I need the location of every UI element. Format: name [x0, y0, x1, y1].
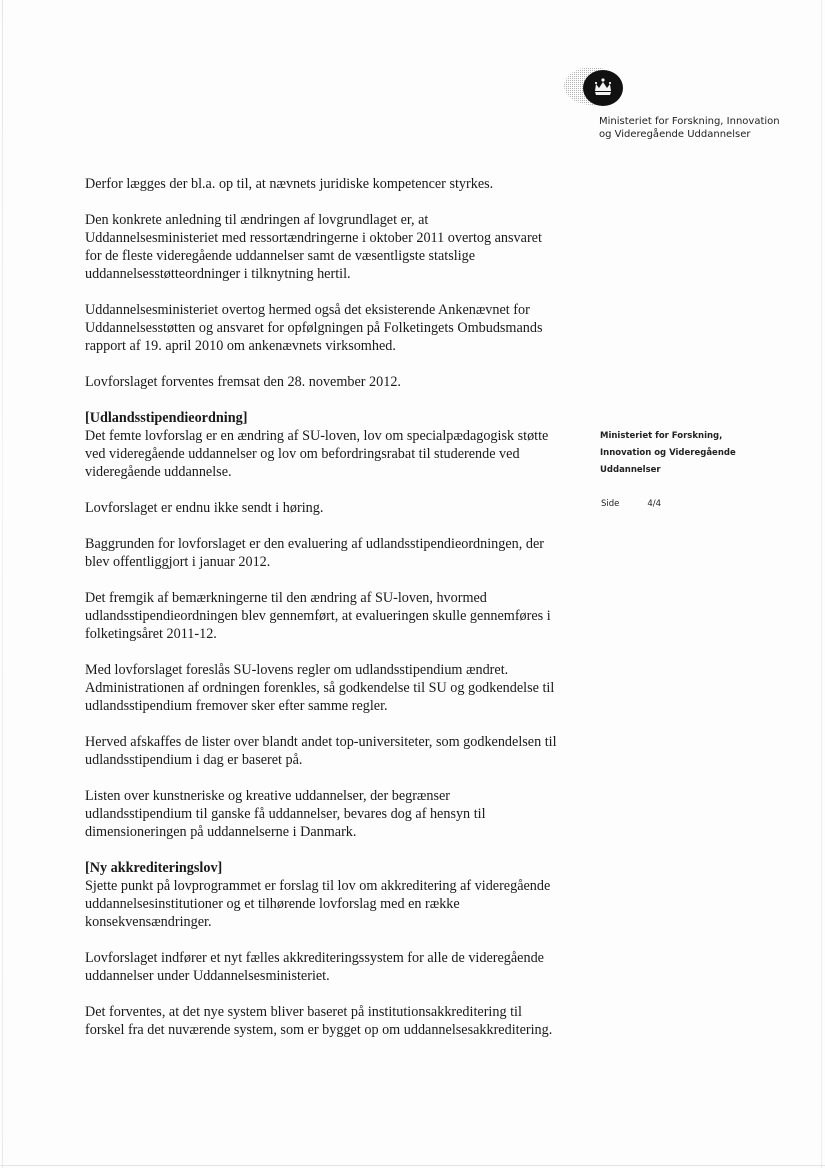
page-label: Side [601, 499, 620, 509]
text-line: konsekvensændringer. [85, 914, 212, 930]
page-number: 4/4 [647, 499, 662, 509]
text-line: folketingsåret 2011-12. [85, 626, 217, 642]
sidebar-ministry-line-3: Uddannelser [600, 465, 661, 475]
text-line: Listen over kunstneriske og kreative uddannelser, der begrænser [85, 788, 451, 804]
section-ny-akkrediteringslov [85, 859, 585, 931]
section-udlandsstipendieordning [85, 409, 585, 481]
text-line: Derfor lægges der bl.a. op til, at nævnets juridiske kompetencer styrkes. [85, 176, 494, 192]
paragraph-1 [85, 175, 585, 193]
text-line: udlandsstipendium fremover sker efter samme regler. [85, 698, 388, 714]
text-line: Lovforslaget er endnu ikke sendt i høring. [85, 500, 324, 516]
paragraph-8 [85, 589, 585, 643]
text-line: blev offentliggjort i januar 2012. [85, 554, 271, 570]
paragraph-7 [85, 535, 585, 571]
text-line: Den konkrete anledning til ændringen af lovgrundlaget er, at [85, 212, 429, 228]
text-line: Uddannelsesministeriet overtog hermed også det eksisterende Ankenævnet for [85, 302, 530, 318]
text-line: udlandsstipendium i dag er baseret på. [85, 752, 303, 768]
text-line: uddannelsesinstitutioner og et tilhørende lovforslag med en række [85, 896, 460, 912]
paragraph-4 [85, 373, 585, 391]
paragraph-9 [85, 661, 585, 715]
text-line: dimensioneringen på uddannelserne i Danmark. [85, 824, 357, 840]
text-line: Det fremgik af bemærkningerne til den ændring af SU-loven, hvormed [85, 590, 487, 606]
text-line: ved videregående uddannelser og lov om befordringsrabat til studerende ved [85, 446, 520, 462]
header-ministry-name [599, 115, 780, 141]
paragraph-13 [85, 949, 585, 985]
paragraph-2 [85, 211, 585, 283]
text-line: Uddannelsesstøtten og ansvaret for opfølgningen på Folketingets Ombudsmands [85, 320, 543, 336]
text-line: for de fleste videregående uddannelser samt de væsentligste statslige [85, 248, 476, 264]
scan-edge-bottom [0, 1165, 825, 1166]
text-line: udlandsstipendieordningen blev gennemført, at evalueringen skulle gennemføres i [85, 608, 551, 624]
text-line: Det femte lovforslag er en ændring af SU-loven, lov om specialpædagogisk støtte [85, 428, 549, 444]
text-line: videregående uddannelse. [85, 464, 232, 480]
text-line: Det forventes, at det nye system bliver baseret på institutionsakkreditering til [85, 1004, 522, 1020]
text-line: Administrationen af ordningen forenkles, så godkendelse til SU og godkendelse til [85, 680, 555, 696]
header-ministry-line-2: og Videregående Uddannelser [599, 129, 751, 140]
paragraph-11 [85, 787, 585, 841]
scan-edge-right [821, 0, 822, 1168]
text-line: Lovforslaget indfører et nyt fælles akkrediteringssystem for alle de videregående [85, 950, 544, 966]
document-body [85, 175, 585, 1057]
sidebar-ministry-line-2: Innovation og Videregående [600, 448, 736, 458]
header-ministry-line-1: Ministeriet for Forskning, Innovation [599, 116, 780, 127]
paragraph-6 [85, 499, 585, 517]
scan-edge-left [2, 0, 3, 1168]
paragraph-10 [85, 733, 585, 769]
text-line: Uddannelsesministeriet med ressortændringerne i oktober 2011 overtog ansvaret [85, 230, 542, 246]
text-line: Herved afskaffes de lister over blandt andet top-universiteter, som godkendelsen til [85, 734, 557, 750]
text-line: Sjette punkt på lovprogrammet er forslag til lov om akkreditering af videregående [85, 878, 551, 894]
text-line: Baggrunden for lovforslaget er den evaluering af udlandsstipendieordningen, der [85, 536, 544, 552]
text-line: forskel fra det nuværende system, som er bygget op om uddannelsesakkreditering. [85, 1022, 553, 1038]
section-heading: [Udlandsstipendieordning] [85, 410, 248, 426]
section-heading: [Ny akkrediteringslov] [85, 860, 223, 876]
paragraph-14 [85, 1003, 585, 1039]
text-line: Med lovforslaget foreslås SU-lovens regler om udlandsstipendium ændret. [85, 662, 509, 678]
page-indicator [601, 499, 661, 509]
text-line: Lovforslaget forventes fremsat den 28. november 2012. [85, 374, 401, 390]
paragraph-3 [85, 301, 585, 355]
text-line: uddannelser under Uddannelsesministeriet. [85, 968, 330, 984]
crown-logo-icon [560, 62, 630, 112]
sidebar-ministry-line-1: Ministeriet for Forskning, [600, 431, 723, 441]
sidebar-ministry-name [600, 428, 736, 479]
text-line: udlandsstipendium til ganske få uddannelser, bevares dog af hensyn til [85, 806, 486, 822]
text-line: rapport af 19. april 2010 om ankenævnets virksomhed. [85, 338, 396, 354]
text-line: uddannelsesstøtteordninger i tilknytning hertil. [85, 266, 351, 282]
